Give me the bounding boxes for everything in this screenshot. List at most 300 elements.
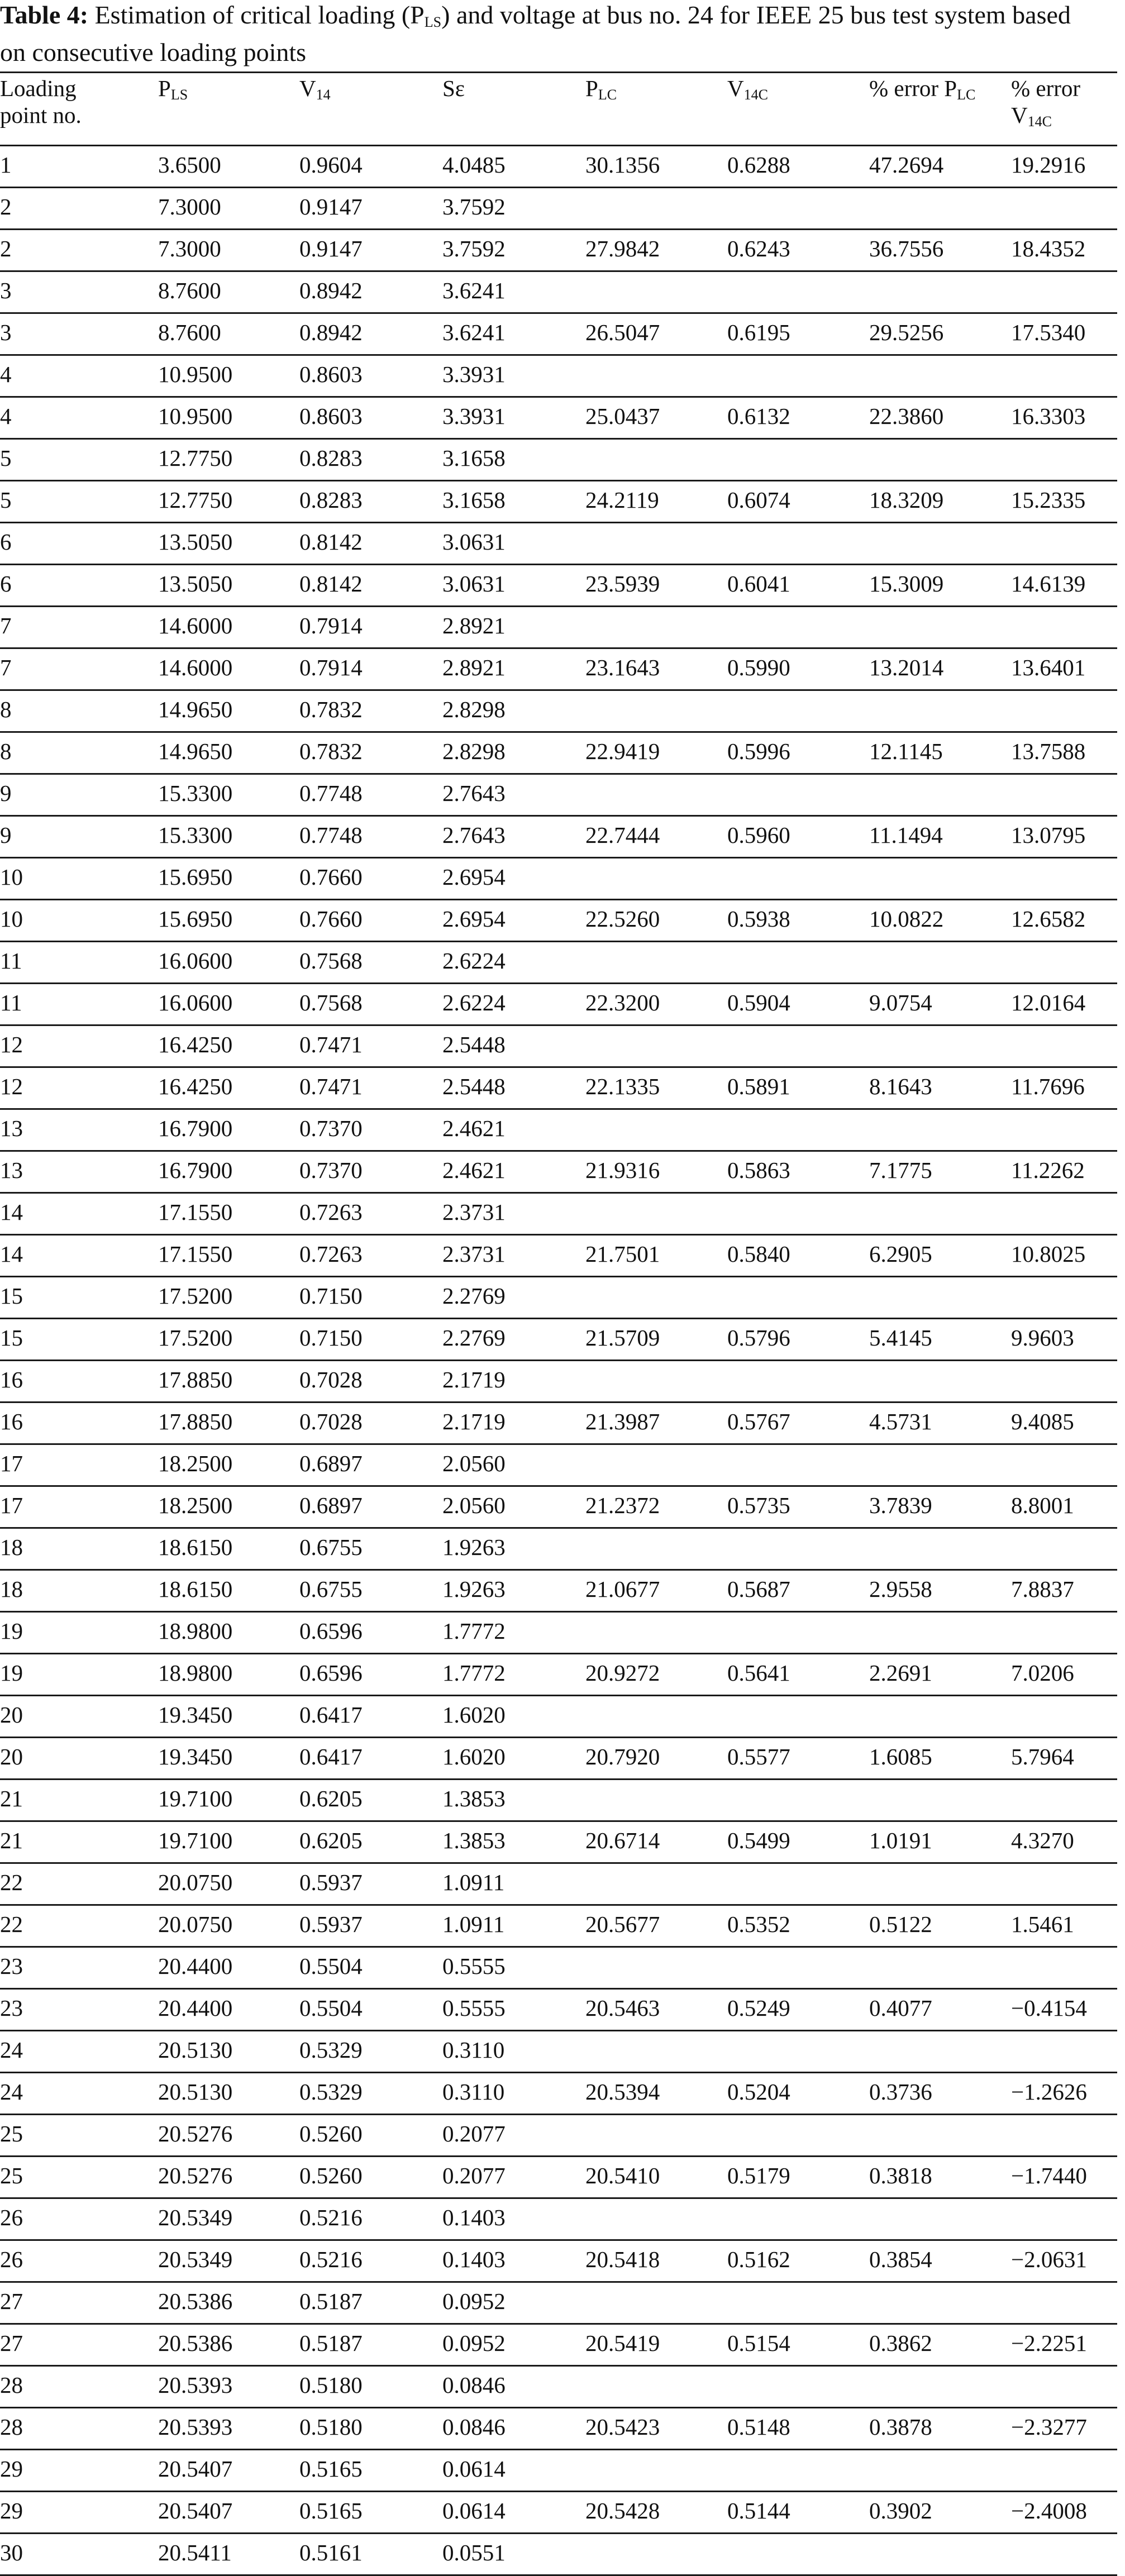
table-row bbox=[0, 1904, 1117, 1946]
table-row bbox=[0, 1988, 1117, 2030]
row-rule bbox=[0, 312, 1117, 314]
cell-loading-point: 19 bbox=[0, 1618, 23, 1644]
cell-plc: 27.9842 bbox=[585, 236, 660, 261]
cell-v14c: 0.5990 bbox=[727, 655, 790, 680]
row-rule bbox=[0, 2407, 1117, 2408]
cell-loading-point: 26 bbox=[0, 2246, 23, 2272]
cell-v14c: 0.6288 bbox=[727, 152, 790, 178]
cell-loading-point: 25 bbox=[0, 2163, 23, 2188]
row-rule bbox=[0, 1318, 1117, 1319]
cell-plc: 21.0677 bbox=[585, 1576, 660, 1602]
cell-plc: 21.7501 bbox=[585, 1241, 660, 1267]
cell-s-epsilon: 2.3731 bbox=[442, 1241, 506, 1267]
cell-loading-point: 9 bbox=[0, 780, 12, 806]
cell-error-plc: 9.0754 bbox=[869, 990, 932, 1015]
cell-v14c: 0.5179 bbox=[727, 2163, 790, 2188]
cell-error-plc: 8.1643 bbox=[869, 1074, 932, 1099]
row-rule bbox=[0, 187, 1117, 188]
header-error-v14c-main: V bbox=[1011, 102, 1028, 128]
cell-pls: 20.5130 bbox=[158, 2037, 233, 2063]
table-row bbox=[0, 1443, 1117, 1485]
cell-plc: 25.0437 bbox=[585, 403, 660, 429]
cell-v14: 0.7748 bbox=[299, 780, 363, 806]
cell-pls: 18.6150 bbox=[158, 1534, 233, 1560]
cell-pls: 16.0600 bbox=[158, 948, 233, 974]
table-row bbox=[0, 982, 1117, 1024]
cell-error-v14c: −0.4154 bbox=[1011, 1995, 1087, 2021]
cell-s-epsilon: 3.7592 bbox=[442, 194, 506, 220]
cell-s-epsilon: 2.8298 bbox=[442, 697, 506, 722]
cell-loading-point: 21 bbox=[0, 1786, 23, 1811]
cell-loading-point: 28 bbox=[0, 2414, 23, 2440]
cell-error-v14c: 12.0164 bbox=[1011, 990, 1086, 1015]
row-rule bbox=[0, 1276, 1117, 1277]
row-rule bbox=[0, 941, 1117, 942]
cell-v14: 0.6596 bbox=[299, 1618, 363, 1644]
cell-plc: 20.5428 bbox=[585, 2498, 660, 2523]
cell-pls: 16.4250 bbox=[158, 1074, 233, 1099]
row-rule bbox=[0, 2239, 1117, 2241]
cell-s-epsilon: 1.6020 bbox=[442, 1744, 506, 1769]
cell-error-plc: 0.3878 bbox=[869, 2414, 932, 2440]
row-rule bbox=[0, 773, 1117, 775]
cell-loading-point: 22 bbox=[0, 1911, 23, 1937]
cell-loading-point: 18 bbox=[0, 1576, 23, 1602]
row-rule bbox=[0, 731, 1117, 733]
cell-s-epsilon: 1.7772 bbox=[442, 1660, 506, 1686]
cell-plc: 23.5939 bbox=[585, 571, 660, 597]
table-row bbox=[0, 2155, 1117, 2197]
cell-s-epsilon: 2.7643 bbox=[442, 780, 506, 806]
data-table bbox=[0, 71, 1117, 2565]
cell-v14: 0.5216 bbox=[299, 2246, 363, 2272]
cell-pls: 17.8850 bbox=[158, 1409, 233, 1434]
cell-v14: 0.7832 bbox=[299, 697, 363, 722]
cell-s-epsilon: 0.5555 bbox=[442, 1953, 506, 1979]
cell-pls: 15.3300 bbox=[158, 822, 233, 848]
cell-s-epsilon: 0.0846 bbox=[442, 2372, 506, 2398]
row-rule bbox=[0, 1401, 1117, 1403]
table-row bbox=[0, 354, 1117, 396]
cell-s-epsilon: 3.1658 bbox=[442, 487, 506, 513]
row-rule bbox=[0, 480, 1117, 481]
row-rule bbox=[0, 1066, 1117, 1068]
cell-error-plc: 1.0191 bbox=[869, 1828, 932, 1853]
row-rule bbox=[0, 2449, 1117, 2450]
cell-error-plc: 1.6085 bbox=[869, 1744, 932, 1769]
cell-plc: 22.9419 bbox=[585, 738, 660, 764]
table-row bbox=[0, 647, 1117, 689]
cell-v14: 0.5216 bbox=[299, 2205, 363, 2230]
cell-pls: 12.7750 bbox=[158, 445, 233, 471]
table-row bbox=[0, 1024, 1117, 1066]
cell-v14c: 0.6243 bbox=[727, 236, 790, 261]
cell-v14: 0.9147 bbox=[299, 194, 363, 220]
cell-loading-point: 11 bbox=[0, 948, 22, 974]
table-row bbox=[0, 1485, 1117, 1527]
cell-error-v14c: 10.8025 bbox=[1011, 1241, 1086, 1267]
cell-v14: 0.6596 bbox=[299, 1660, 363, 1686]
cell-loading-point: 2 bbox=[0, 236, 12, 261]
cell-v14c: 0.6074 bbox=[727, 487, 790, 513]
cell-loading-point: 8 bbox=[0, 738, 12, 764]
cell-loading-point: 29 bbox=[0, 2456, 23, 2482]
cell-s-epsilon: 2.4621 bbox=[442, 1157, 506, 1183]
cell-pls: 7.3000 bbox=[158, 236, 221, 261]
cell-error-v14c: 18.4352 bbox=[1011, 236, 1086, 261]
cell-pls: 20.0750 bbox=[158, 1911, 233, 1937]
header-loading-point bbox=[0, 75, 82, 128]
cell-pls: 10.9500 bbox=[158, 403, 233, 429]
cell-plc: 20.5423 bbox=[585, 2414, 660, 2440]
row-rule bbox=[0, 1820, 1117, 1822]
cell-pls: 14.9650 bbox=[158, 697, 233, 722]
cell-pls: 16.0600 bbox=[158, 990, 233, 1015]
cell-error-v14c: 9.9603 bbox=[1011, 1325, 1074, 1351]
cell-pls: 20.0750 bbox=[158, 1869, 233, 1895]
table-header-rule bbox=[0, 145, 1117, 146]
table-row bbox=[0, 1401, 1117, 1443]
cell-v14: 0.7568 bbox=[299, 990, 363, 1015]
header-v14c-sub: 14C bbox=[743, 87, 768, 103]
cell-error-v14c: −1.7440 bbox=[1011, 2163, 1087, 2188]
cell-v14c: 0.5687 bbox=[727, 1576, 790, 1602]
header-error-plc-main: % error P bbox=[869, 75, 957, 101]
cell-s-epsilon: 2.0560 bbox=[442, 1492, 506, 1518]
cell-pls: 19.7100 bbox=[158, 1828, 233, 1853]
table-row bbox=[0, 1653, 1117, 1695]
cell-v14: 0.6755 bbox=[299, 1534, 363, 1560]
cell-loading-point: 14 bbox=[0, 1199, 23, 1225]
row-rule bbox=[0, 1150, 1117, 1152]
header-error-v14c-line1: % error bbox=[1011, 75, 1081, 101]
cell-pls: 7.3000 bbox=[158, 194, 221, 220]
cell-pls: 18.2500 bbox=[158, 1492, 233, 1518]
cell-v14: 0.5187 bbox=[299, 2330, 363, 2356]
table-caption bbox=[0, 0, 1117, 68]
cell-v14c: 0.5904 bbox=[727, 990, 790, 1015]
row-rule bbox=[0, 2281, 1117, 2283]
cell-v14c: 0.5735 bbox=[727, 1492, 790, 1518]
cell-pls: 20.5349 bbox=[158, 2246, 233, 2272]
cell-error-v14c: 9.4085 bbox=[1011, 1409, 1074, 1434]
row-rule bbox=[0, 1234, 1117, 1235]
cell-loading-point: 10 bbox=[0, 864, 23, 890]
table-row bbox=[0, 438, 1117, 480]
row-rule bbox=[0, 1695, 1117, 1696]
cell-pls: 20.5411 bbox=[158, 2540, 232, 2565]
header-pls-sub: LS bbox=[170, 87, 188, 103]
cell-v14: 0.8603 bbox=[299, 361, 363, 387]
cell-s-epsilon: 0.1403 bbox=[442, 2205, 506, 2230]
cell-error-plc: 6.2905 bbox=[869, 1241, 932, 1267]
cell-v14: 0.5187 bbox=[299, 2288, 363, 2314]
table-row bbox=[0, 1569, 1117, 1611]
cell-loading-point: 17 bbox=[0, 1451, 23, 1476]
cell-plc: 20.5419 bbox=[585, 2330, 660, 2356]
cell-pls: 15.6950 bbox=[158, 864, 233, 890]
cell-error-plc: 13.2014 bbox=[869, 655, 944, 680]
header-v14c bbox=[727, 75, 768, 108]
row-rule bbox=[0, 564, 1117, 565]
cell-s-epsilon: 0.0551 bbox=[442, 2540, 506, 2565]
table-row bbox=[0, 2449, 1117, 2491]
caption-text-sub: LS bbox=[424, 14, 442, 30]
cell-loading-point: 5 bbox=[0, 445, 12, 471]
cell-v14: 0.5504 bbox=[299, 1995, 363, 2021]
cell-plc: 26.5047 bbox=[585, 319, 660, 345]
cell-error-v14c: 11.2262 bbox=[1011, 1157, 1085, 1183]
cell-v14: 0.5180 bbox=[299, 2414, 363, 2440]
row-rule bbox=[0, 689, 1117, 691]
header-loading-point-line1: Loading bbox=[0, 75, 77, 101]
cell-v14: 0.7028 bbox=[299, 1409, 363, 1434]
header-error-plc-sub: LC bbox=[957, 87, 976, 103]
row-rule bbox=[0, 605, 1117, 607]
header-v14-sub: 14 bbox=[316, 87, 331, 103]
cell-error-v14c: 4.3270 bbox=[1011, 1828, 1074, 1853]
cell-s-epsilon: 2.4621 bbox=[442, 1115, 506, 1141]
header-plc-main: P bbox=[585, 75, 598, 101]
table-row bbox=[0, 2197, 1117, 2239]
caption-text-part2: ) and voltage at bus no. 24 for IEEE 25 bus test system based bbox=[441, 1, 1071, 29]
cell-pls: 19.3450 bbox=[158, 1744, 233, 1769]
row-rule bbox=[0, 1904, 1117, 1906]
cell-error-plc: 0.3862 bbox=[869, 2330, 932, 2356]
cell-plc: 22.3200 bbox=[585, 990, 660, 1015]
cell-pls: 20.4400 bbox=[158, 1953, 233, 1979]
cell-plc: 21.2372 bbox=[585, 1492, 660, 1518]
cell-pls: 20.5393 bbox=[158, 2414, 233, 2440]
cell-pls: 3.6500 bbox=[158, 152, 221, 178]
cell-s-epsilon: 1.3853 bbox=[442, 1828, 506, 1853]
cell-error-v14c: −1.2626 bbox=[1011, 2079, 1087, 2105]
cell-v14: 0.6897 bbox=[299, 1492, 363, 1518]
cell-error-v14c: 5.7964 bbox=[1011, 1744, 1074, 1769]
table-row bbox=[0, 145, 1117, 187]
cell-loading-point: 13 bbox=[0, 1115, 23, 1141]
cell-loading-point: 19 bbox=[0, 1660, 23, 1686]
cell-loading-point: 6 bbox=[0, 529, 12, 555]
cell-loading-point: 16 bbox=[0, 1367, 23, 1392]
cell-v14: 0.5329 bbox=[299, 2079, 363, 2105]
cell-v14: 0.6205 bbox=[299, 1786, 363, 1811]
cell-pls: 17.5200 bbox=[158, 1283, 233, 1309]
cell-v14: 0.7748 bbox=[299, 822, 363, 848]
cell-s-epsilon: 0.1403 bbox=[442, 2246, 506, 2272]
cell-s-epsilon: 3.3931 bbox=[442, 361, 506, 387]
cell-v14: 0.9604 bbox=[299, 152, 363, 178]
row-rule bbox=[0, 2491, 1117, 2492]
cell-v14: 0.5180 bbox=[299, 2372, 363, 2398]
cell-v14: 0.5161 bbox=[299, 2540, 363, 2565]
cell-pls: 20.5407 bbox=[158, 2498, 233, 2523]
row-rule bbox=[0, 270, 1117, 272]
cell-error-plc: 11.1494 bbox=[869, 822, 943, 848]
cell-v14c: 0.5891 bbox=[727, 1074, 790, 1099]
row-rule bbox=[0, 1611, 1117, 1613]
cell-error-plc: 12.1145 bbox=[869, 738, 943, 764]
row-rule bbox=[0, 815, 1117, 817]
cell-v14: 0.5165 bbox=[299, 2456, 363, 2482]
cell-s-epsilon: 1.3853 bbox=[442, 1786, 506, 1811]
cell-s-epsilon: 2.0560 bbox=[442, 1451, 506, 1476]
row-rule bbox=[0, 2323, 1117, 2325]
cell-v14: 0.8603 bbox=[299, 403, 363, 429]
cell-v14c: 0.5352 bbox=[727, 1911, 790, 1937]
row-rule bbox=[0, 1485, 1117, 1487]
cell-error-v14c: 17.5340 bbox=[1011, 319, 1086, 345]
cell-plc: 22.5260 bbox=[585, 906, 660, 932]
table-row bbox=[0, 605, 1117, 647]
row-rule bbox=[0, 899, 1117, 900]
cell-v14: 0.5937 bbox=[299, 1869, 363, 1895]
cell-s-epsilon: 1.9263 bbox=[442, 1576, 506, 1602]
cell-pls: 18.2500 bbox=[158, 1451, 233, 1476]
table-row bbox=[0, 1192, 1117, 1234]
table-row bbox=[0, 1359, 1117, 1401]
cell-error-v14c: −2.4008 bbox=[1011, 2498, 1087, 2523]
header-pls-main: P bbox=[158, 75, 171, 101]
cell-plc: 21.5709 bbox=[585, 1325, 660, 1351]
row-rule bbox=[0, 2072, 1117, 2073]
cell-s-epsilon: 2.8921 bbox=[442, 613, 506, 638]
table-row bbox=[0, 1695, 1117, 1737]
table-row bbox=[0, 2365, 1117, 2407]
cell-plc: 23.1643 bbox=[585, 655, 660, 680]
cell-v14c: 0.5249 bbox=[727, 1995, 790, 2021]
cell-v14: 0.5260 bbox=[299, 2163, 363, 2188]
cell-error-v14c: −2.2251 bbox=[1011, 2330, 1087, 2356]
cell-s-epsilon: 3.6241 bbox=[442, 278, 506, 303]
cell-plc: 22.7444 bbox=[585, 822, 660, 848]
cell-v14c: 0.5144 bbox=[727, 2498, 790, 2523]
row-rule bbox=[0, 1443, 1117, 1445]
cell-pls: 8.7600 bbox=[158, 278, 221, 303]
cell-error-plc: 4.5731 bbox=[869, 1409, 932, 1434]
cell-loading-point: 16 bbox=[0, 1409, 23, 1434]
cell-loading-point: 20 bbox=[0, 1744, 23, 1769]
table-row bbox=[0, 1862, 1117, 1904]
cell-pls: 18.6150 bbox=[158, 1576, 233, 1602]
table-row bbox=[0, 228, 1117, 270]
cell-pls: 13.5050 bbox=[158, 571, 233, 597]
row-rule bbox=[0, 1778, 1117, 1780]
cell-error-plc: 2.9558 bbox=[869, 1576, 932, 1602]
cell-loading-point: 7 bbox=[0, 613, 12, 638]
cell-loading-point: 23 bbox=[0, 1953, 23, 1979]
cell-loading-point: 1 bbox=[0, 152, 12, 178]
row-rule bbox=[0, 354, 1117, 356]
table-row bbox=[0, 1820, 1117, 1862]
cell-v14: 0.7660 bbox=[299, 906, 363, 932]
row-rule bbox=[0, 1359, 1117, 1361]
cell-pls: 14.6000 bbox=[158, 613, 233, 638]
cell-v14: 0.7263 bbox=[299, 1199, 363, 1225]
cell-v14: 0.7471 bbox=[299, 1074, 363, 1099]
cell-pls: 17.8850 bbox=[158, 1367, 233, 1392]
cell-pls: 10.9500 bbox=[158, 361, 233, 387]
cell-loading-point: 6 bbox=[0, 571, 12, 597]
table-row bbox=[0, 857, 1117, 899]
row-rule bbox=[0, 1024, 1117, 1026]
cell-s-epsilon: 2.5448 bbox=[442, 1074, 506, 1099]
table-row bbox=[0, 270, 1117, 312]
cell-v14: 0.7568 bbox=[299, 948, 363, 974]
cell-error-plc: 2.2691 bbox=[869, 1660, 932, 1686]
cell-error-plc: 0.3818 bbox=[869, 2163, 932, 2188]
cell-plc: 20.9272 bbox=[585, 1660, 660, 1686]
cell-error-plc: 0.5122 bbox=[869, 1911, 932, 1937]
cell-pls: 14.9650 bbox=[158, 738, 233, 764]
cell-v14c: 0.5641 bbox=[727, 1660, 790, 1686]
cell-v14c: 0.5863 bbox=[727, 1157, 790, 1183]
cell-loading-point: 29 bbox=[0, 2498, 23, 2523]
table-row bbox=[0, 480, 1117, 522]
cell-error-plc: 5.4145 bbox=[869, 1325, 932, 1351]
cell-v14c: 0.5148 bbox=[727, 2414, 790, 2440]
cell-loading-point: 26 bbox=[0, 2205, 23, 2230]
cell-v14c: 0.5767 bbox=[727, 1409, 790, 1434]
cell-error-v14c: 16.3303 bbox=[1011, 403, 1086, 429]
cell-s-epsilon: 2.1719 bbox=[442, 1409, 506, 1434]
cell-s-epsilon: 0.2077 bbox=[442, 2121, 506, 2146]
cell-s-epsilon: 0.2077 bbox=[442, 2163, 506, 2188]
cell-v14c: 0.5960 bbox=[727, 822, 790, 848]
cell-s-epsilon: 2.2769 bbox=[442, 1283, 506, 1309]
row-rule bbox=[0, 2532, 1117, 2534]
cell-v14: 0.7471 bbox=[299, 1032, 363, 1057]
cell-pls: 20.5276 bbox=[158, 2163, 233, 2188]
cell-s-epsilon: 0.0614 bbox=[442, 2498, 506, 2523]
cell-s-epsilon: 3.7592 bbox=[442, 236, 506, 261]
row-rule bbox=[0, 1527, 1117, 1529]
cell-v14: 0.8142 bbox=[299, 529, 363, 555]
cell-v14: 0.6205 bbox=[299, 1828, 363, 1853]
cell-s-epsilon: 0.3110 bbox=[442, 2037, 505, 2063]
cell-error-v14c: 13.0795 bbox=[1011, 822, 1086, 848]
cell-loading-point: 14 bbox=[0, 1241, 23, 1267]
cell-pls: 20.5386 bbox=[158, 2330, 233, 2356]
cell-v14c: 0.6041 bbox=[727, 571, 790, 597]
table-row bbox=[0, 396, 1117, 438]
cell-loading-point: 15 bbox=[0, 1325, 23, 1351]
cell-s-epsilon: 2.8921 bbox=[442, 655, 506, 680]
cell-pls: 13.5050 bbox=[158, 529, 233, 555]
cell-pls: 17.5200 bbox=[158, 1325, 233, 1351]
cell-pls: 20.4400 bbox=[158, 1995, 233, 2021]
cell-error-v14c: 12.6582 bbox=[1011, 906, 1086, 932]
table-row bbox=[0, 1276, 1117, 1318]
table-row bbox=[0, 773, 1117, 815]
cell-s-epsilon: 2.6954 bbox=[442, 864, 506, 890]
cell-pls: 17.1550 bbox=[158, 1199, 233, 1225]
table-row bbox=[0, 1778, 1117, 1820]
cell-s-epsilon: 2.6954 bbox=[442, 906, 506, 932]
table-row bbox=[0, 564, 1117, 605]
row-rule bbox=[0, 1946, 1117, 1948]
cell-error-plc: 3.7839 bbox=[869, 1492, 932, 1518]
header-pls bbox=[158, 75, 188, 108]
cell-plc: 20.6714 bbox=[585, 1828, 660, 1853]
table-row bbox=[0, 941, 1117, 982]
cell-v14c: 0.6195 bbox=[727, 319, 790, 345]
table-row bbox=[0, 899, 1117, 941]
cell-v14: 0.8942 bbox=[299, 278, 363, 303]
cell-v14: 0.8283 bbox=[299, 487, 363, 513]
cell-loading-point: 3 bbox=[0, 278, 12, 303]
cell-error-v14c: 1.5461 bbox=[1011, 1911, 1074, 1937]
